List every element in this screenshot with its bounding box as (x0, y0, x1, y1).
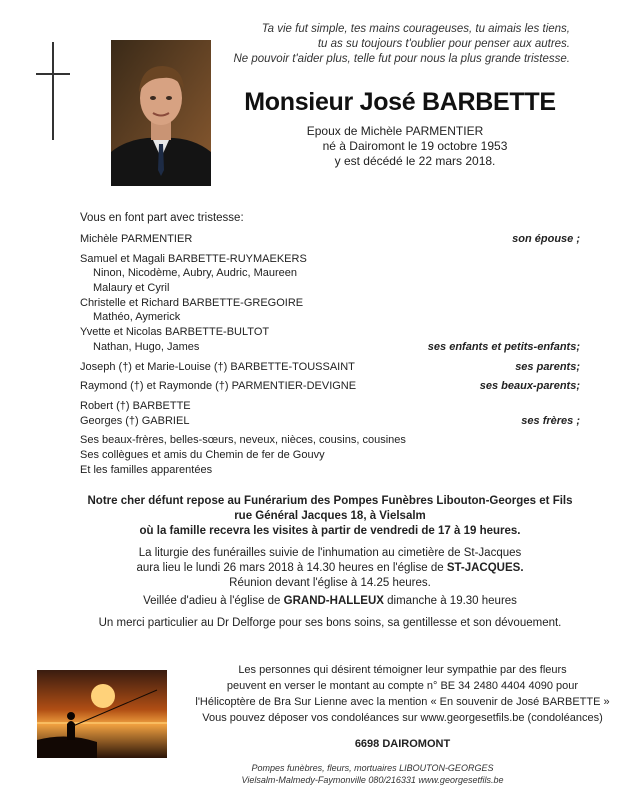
portrait-photo (111, 40, 211, 186)
poem (230, 22, 570, 67)
intro-text: Vous en font part avec tristesse: (80, 212, 244, 224)
list-item: Ses beaux-frères, belles-sœurs, neveux, nièces, cousins, cousines (80, 434, 406, 447)
footer-line: Vielsalm-Malmedy-Faymonville 080/216331 www.georgesetfils.be (241, 775, 504, 785)
relation-label: ses enfants et petits-enfants; (427, 340, 580, 353)
list-item: Ses collègues et amis du Chemin de fer de Gouvy (80, 448, 325, 461)
list-item: Samuel et Magali BARBETTE-RUYMAEKERS (80, 252, 307, 265)
thanks-text: Un merci particulier au Dr Delforge pour ses bons soins, sa gentillesse et son dévouement. (98, 617, 562, 629)
poem-line: Ta vie fut simple, tes mains courageuses, tu aimais les tiens, (261, 23, 570, 35)
relation-label: son épouse ; (512, 233, 580, 245)
born-line: né à Dairomont le 19 octobre 1953 (322, 139, 508, 153)
relation-label: ses beaux-parents; (479, 380, 580, 393)
funerarium-line: Notre cher défunt repose au Funérarium des Pompes Funèbres Libouton-Georges et Fils (87, 495, 573, 507)
list-item: Yvette et Nicolas BARBETTE-BULTOT (80, 326, 270, 339)
sunset-fishing-image (37, 670, 167, 758)
list-item: Raymond (†) et Raymonde (†) PARMENTIER-DEVIGNE ses beaux-parents; (80, 380, 580, 393)
list-item: Malaury et Cyril (93, 282, 170, 295)
footer-line: Pompes funèbres, fleurs, mortuaires LIBOUTON-GEORGES (251, 763, 494, 773)
list-item: Mathéo, Aymerick (93, 311, 181, 324)
funerarium-line: où la famille recevra les visites à partir de vendredi de 17 à 19 heures. (139, 525, 521, 537)
condolences-line: peuvent en verser le montant au compte n° BE 34 2480 4404 4090 pour (226, 680, 579, 692)
list-item: Nathan, Hugo, James ses enfants et petits-enfants; (93, 340, 580, 353)
deceased-info (250, 124, 580, 169)
list-item: Joseph (†) et Marie-Louise (†) BARBETTE-TOUSSAINT ses parents; (80, 360, 580, 373)
spouse-line: Epoux de Michèle PARMENTIER (306, 124, 484, 138)
vigil-info: Veillée d'adieu à l'église de GRAND-HALLEUX dimanche à 19.30 heures (143, 595, 517, 607)
funerarium-line: rue Général Jacques 18, à Vielsalm (234, 510, 426, 522)
died-line: y est décédé le 22 mars 2018. (334, 154, 496, 168)
cross-icon-bar (36, 73, 70, 75)
cross-icon (52, 42, 54, 140)
deceased-name: Monsieur José BARBETTE (244, 88, 556, 116)
city-label: 6698 DAIROMONT (354, 738, 451, 750)
poem-line: Ne pouvoir t'aider plus, telle fut pour nous la plus grande tristesse. (233, 53, 570, 65)
list-item: Robert (†) BARBETTE (80, 399, 191, 412)
list-item: Ninon, Nicodème, Aubry, Audric, Maureen (93, 267, 298, 280)
funerarium-info (80, 494, 580, 539)
list-item: Michèle PARMENTIER son épouse ; (80, 233, 580, 245)
family-list (80, 232, 580, 477)
poem-line: tu as su toujours t'oublier pour penser aux autres. (317, 38, 570, 50)
footer (180, 762, 565, 786)
liturgy-line: La liturgie des funérailles suivie de l'inhumation au cimetière de St-Jacques (138, 547, 522, 559)
list-item: Georges (†) GABRIEL ses frères ; (80, 414, 580, 427)
list-item: Christelle et Richard BARBETTE-GREGOIRE (80, 296, 304, 309)
condolences-line: Les personnes qui désirent témoigner leur sympathie par des fleurs (238, 664, 567, 676)
condolences-info (195, 662, 610, 726)
liturgy-info (80, 546, 580, 591)
condolences-line: Vous pouvez déposer vos condoléances sur www.georgesetfils.be (condoléances) (202, 712, 603, 724)
liturgy-line: aura lieu le lundi 26 mars 2018 à 14.30 heures en l'église de ST-JACQUES. (136, 562, 524, 574)
relation-label: ses parents; (515, 360, 580, 373)
liturgy-line: Réunion devant l'église à 14.25 heures. (229, 577, 431, 589)
relation-label: ses frères ; (521, 414, 580, 427)
list-item: Et les familles apparentées (80, 463, 213, 476)
condolences-line: l'Hélicoptère de Bra Sur Lienne avec la mention « En souvenir de José BARBETTE » (195, 696, 610, 708)
